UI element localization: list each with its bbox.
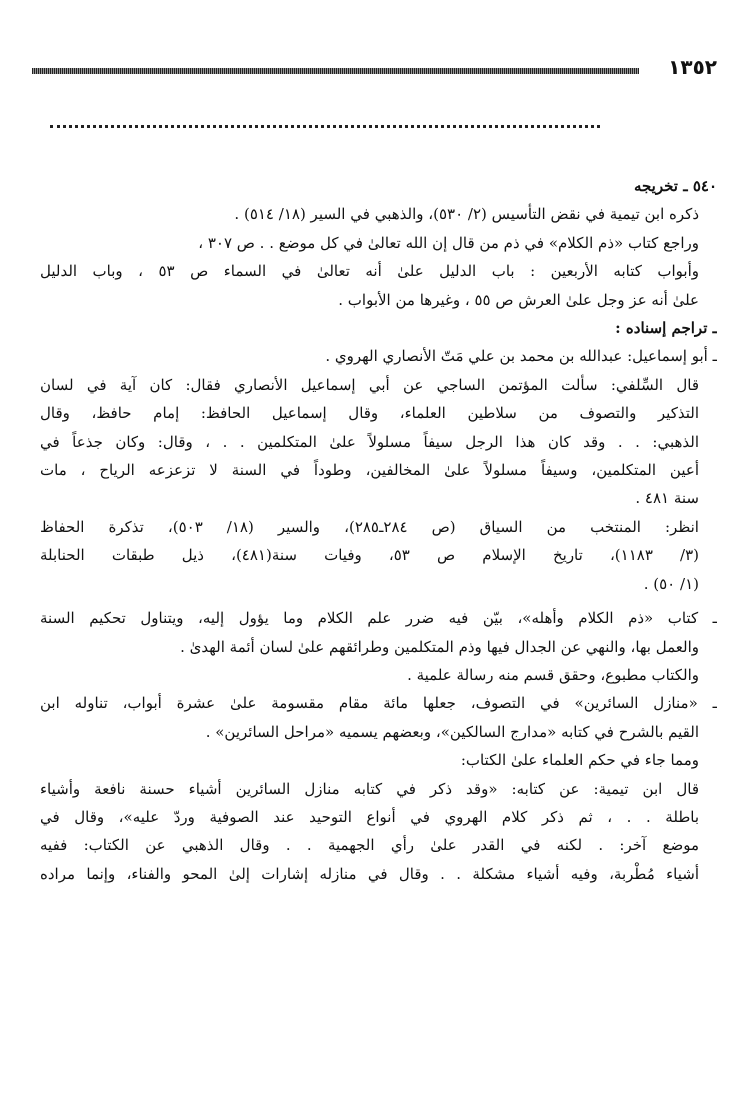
text-line: انظر: المنتخب من السياق (ص ٢٨٤ـ٢٨٥)، والسير (١٨/ ٥٠٣)، تذكرة الحفاظ bbox=[40, 517, 699, 536]
body-lines bbox=[40, 200, 717, 888]
text-line: باطلة . . ، ثم ذكر كلام الهروي في أنواع التوحيد عند الصوفية وردّ عليه»، وقال في bbox=[40, 807, 699, 826]
text-line: القيم بالشرح في كتابه «مدارج السالكين»، وبعضهم يسميه «مراحل السائرين» . bbox=[205, 722, 699, 741]
text-line: (٣/ ١١٨٣)، تاريخ الإسلام ص ٥٣، وفيات سنة(٤٨١)، ذيل طبقات الحنابلة bbox=[40, 546, 700, 565]
text-line: ـ أبو إسماعيل: عبدالله بن محمد بن علي مَتّ الأنصاري الهروي . bbox=[325, 347, 717, 366]
section-heading: ٥٤٠ ـ تخريجه bbox=[633, 177, 717, 195]
text-line: قال ابن تيمية: عن كتابه: «وقد ذكر في كتابه منازل السائرين أشياء حسنة نافعة وأشياء bbox=[40, 779, 699, 798]
text-line: ـ كتاب «ذم الكلام وأهله»، بيّن فيه ضرر علم الكلام وما يؤول إليه، ويتناول تحكيم السنة bbox=[40, 609, 717, 628]
text-line: ذكره ابن تيمية في نقض التأسيس (٢/ ٥٣٠)، والذهبي في السير (١٨/ ٥١٤) . bbox=[234, 205, 699, 224]
page-header bbox=[32, 56, 717, 80]
text-line: سنة ٤٨١ . bbox=[635, 489, 699, 508]
text-line: أشياء مُطْربة، وفيه أشياء مشكلة . . وقال في منازله إشارات إلىٰ المحو والفناء، وإنما مراده bbox=[40, 864, 699, 883]
text-line: والعمل بها، والنهي عن الجدال فيها وذم المتكلمين وطرائقهم علىٰ لسان أئمة الهدىٰ . bbox=[180, 637, 699, 656]
text-line: الذهبي: . . وقد كان هذا الرجل سيفاً مسلولاً علىٰ المتكلمين . . ، وقال: وكان جذعاً في bbox=[40, 432, 699, 451]
text-line: موضع آخر: . لكنه في القدر علىٰ رأي الجهمية . . وقال الذهبي عن الكتاب: ففيه bbox=[40, 836, 699, 855]
dotted-divider bbox=[50, 125, 600, 128]
text-line: ومما جاء في حكم العلماء علىٰ الكتاب: bbox=[460, 751, 699, 770]
text-line: علىٰ أنه عز وجل علىٰ العرش ص ٥٥ ، وغيرها من الأبواب . bbox=[338, 290, 699, 309]
page-number: ١٣٥٢ bbox=[668, 55, 717, 79]
text-line: وأبواب كتابه الأربعين : باب الدليل علىٰ أنه تعالىٰ في السماء ص ٥٣ ، وباب الدليل bbox=[40, 262, 699, 281]
page-body bbox=[40, 172, 717, 888]
text-line: أعين المتكلمين، وسيفاً مسلولاً علىٰ المخالفين، وطوداً في السنة لا تزعزعه الرياح ، مات bbox=[40, 461, 699, 480]
text-line: وراجع كتاب «ذم الكلام» في ذم من قال إن الله تعالىٰ في كل موضع . . ص ٣٠٧ ، bbox=[198, 233, 699, 252]
header-rule bbox=[32, 68, 639, 74]
subheading: ـ تراجم إسناده : bbox=[615, 319, 717, 338]
text-line: ـ «منازل السائرين» في التصوف، جعلها مائة مقام مقسومة علىٰ عشرة أبواب، تناوله ابن bbox=[40, 694, 717, 713]
text-line: (١/ ٥٠) . bbox=[643, 574, 699, 593]
text-line: قال السِّلفي: سألت المؤتمن الساجي عن أبي إسماعيل الأنصاري فقال: كان آية في لسان bbox=[40, 375, 699, 394]
text-line: والكتاب مطبوع، وحقق قسم منه رسالة علمية . bbox=[407, 665, 699, 684]
text-line: التذكير والتصوف من سلاطين العلماء، وقال إسماعيل الحافظ: إمام حافظ، وقال bbox=[40, 404, 699, 423]
